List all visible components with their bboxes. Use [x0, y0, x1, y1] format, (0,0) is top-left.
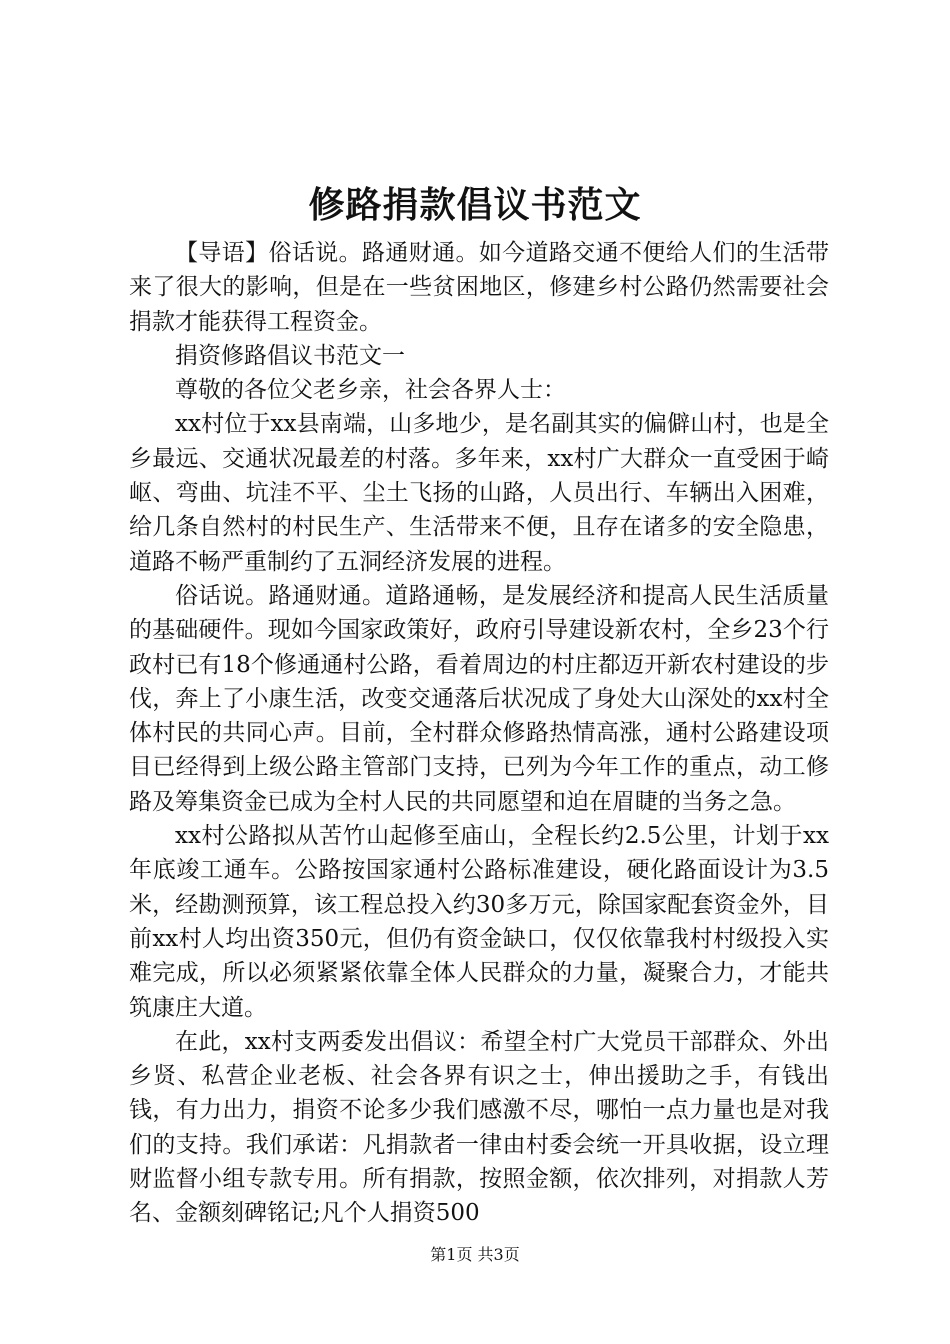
body-paragraph: xx村公路拟从苦竹山起修至庙山，全程长约2.5公里，计划于xx年底竣工通车。公路按国家通村公路标准建设，硬化路面设计为3.5米，经勘测预算，该工程总投入约30多万元，除国家配套资金外，目前xx村人均出资350元，但仍有资金缺口，仅仅依靠我村村级投入实难完成，所以必须紧紧依靠全体人民群众的力量，凝聚合力，才能共筑康庄大道。: [129, 823, 829, 1021]
body-paragraph: 在此，xx村支两委发出倡议：希望全村广大党员干部群众、外出乡贤、私营企业老板、社会各界有识之士，伸出援助之手，有钱出钱，有力出力，捐资不论多少我们感激不尽，哪怕一点力量也是对我们的支持。我们承诺：凡捐款者一律由村委会统一开具收据，设立理财监督小组专款专用。所有捐款，按照金额，依次排列，对捐款人芳名、金额刻碑铭记;凡个人捐资500: [129, 1028, 829, 1227]
body-paragraph: 俗话说。路通财通。道路通畅，是发展经济和提高人民生活质量的基础硬件。现如今国家政策好，政府引导建设新农村，全乡23个行政村已有18个修通通村公路，看着周边的村庄都迈开新农村建设的步伐，奔上了小康生活，改变交通落后状况成了身处大山深处的xx村全体村民的共同心声。目前，全村群众修路热情高涨，通村公路建设项目已经得到上级公路主管部门支持，已列为今年工作的重点，动工修路及筹集资金已成为全村人民的共同愿望和迫在眉睫的当务之急。: [129, 582, 829, 815]
section-heading: 捐资修路倡议书范文一: [175, 342, 405, 369]
salutation: 尊敬的各位父老乡亲，社会各界人士：: [175, 377, 566, 404]
document-body: [129, 236, 829, 1231]
intro-paragraph: 【导语】俗话说。路通财通。如今道路交通不便给人们的生活带来了很大的影响，但是在一些贫困地区，修建乡村公路仍然需要社会捐款才能获得工程资金。: [129, 240, 829, 335]
page-footer: 第1页 共3页: [430, 1245, 520, 1264]
body-paragraph: xx村位于xx县南端，山多地少，是名副其实的偏僻山村，也是全乡最远、交通状况最差的村落。多年来，xx村广大群众一直受困于崎岖、弯曲、坑洼不平、尘土飞扬的山路，人员出行、车辆出入困难，给几条自然村的村民生产、生活带来不便，且存在诸多的安全隐患，道路不畅严重制约了五洞经济发展的进程。: [129, 411, 829, 575]
document-title: 修路捐款倡议书范文: [308, 185, 642, 226]
